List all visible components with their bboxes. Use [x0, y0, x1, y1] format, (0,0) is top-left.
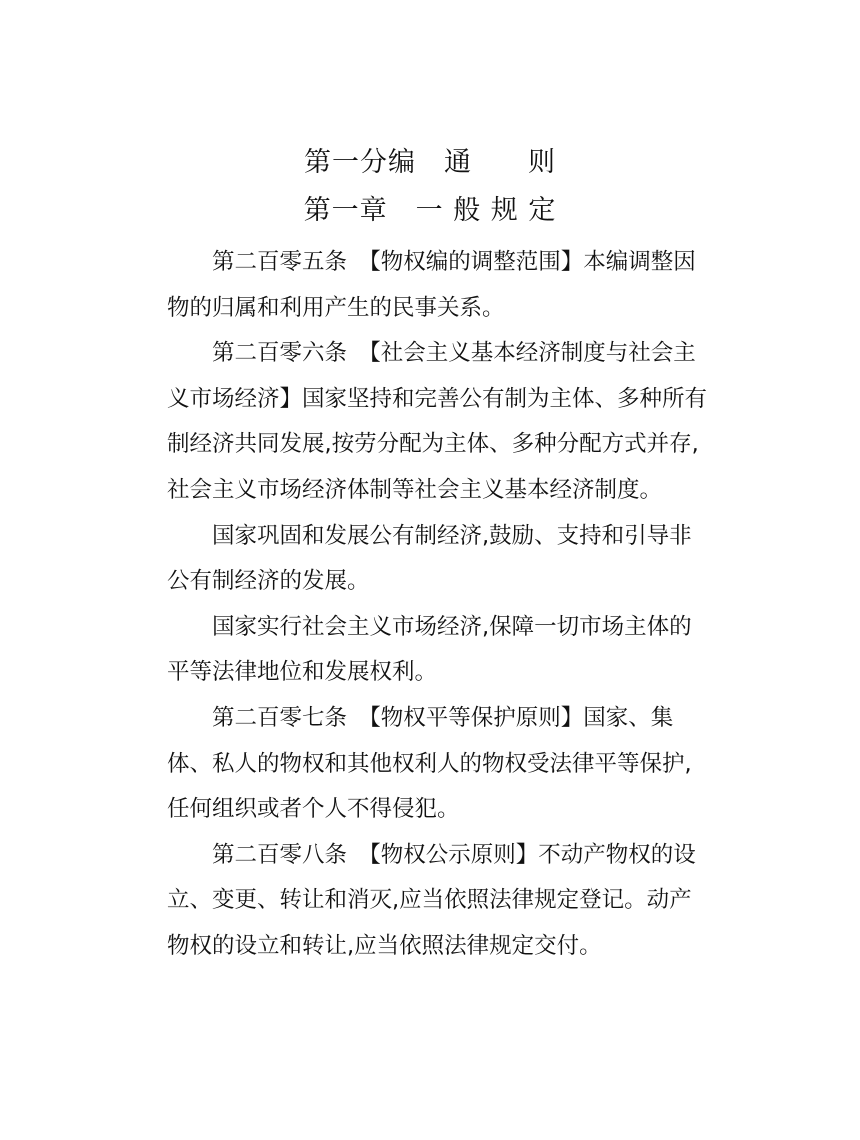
- part-title: 第一分编 通 则: [304, 147, 556, 178]
- article-206: 第二百零六条 【社会主义基本经济制度与社会主义市场经济】国家坚持和完善公有制为主体、多种所有制经济共同发展,按劳分配为主体、多种分配方式并存,社会主义市场经济体制等社会主义基本经济制度。: [167, 340, 708, 503]
- article-205: 第二百零五条 【物权编的调整范围】本编调整因物的归属和利用产生的民事关系。: [167, 249, 696, 321]
- article-207: 第二百零七条 【物权平等保护原则】国家、集体、私人的物权和其他权利人的物权受法律平等保护,任何组织或者个人不得侵犯。: [167, 704, 692, 823]
- chapter-title: 第一章 一 般 规 定: [303, 195, 557, 226]
- article-208: 第二百零八条 【物权公示原则】不动产物权的设立、变更、转让和消灭,应当依照法律规定登记。动产物权的设立和转让,应当依照法律规定交付。: [167, 841, 696, 959]
- article-206-paragraph-3: 国家实行社会主义市场经济,保障一切市场主体的平等法律地位和发展权利。: [167, 613, 692, 686]
- article-206-paragraph-2: 国家巩固和发展公有制经济,鼓励、支持和引导非公有制经济的发展。: [167, 522, 692, 595]
- document-body: [167, 240, 707, 970]
